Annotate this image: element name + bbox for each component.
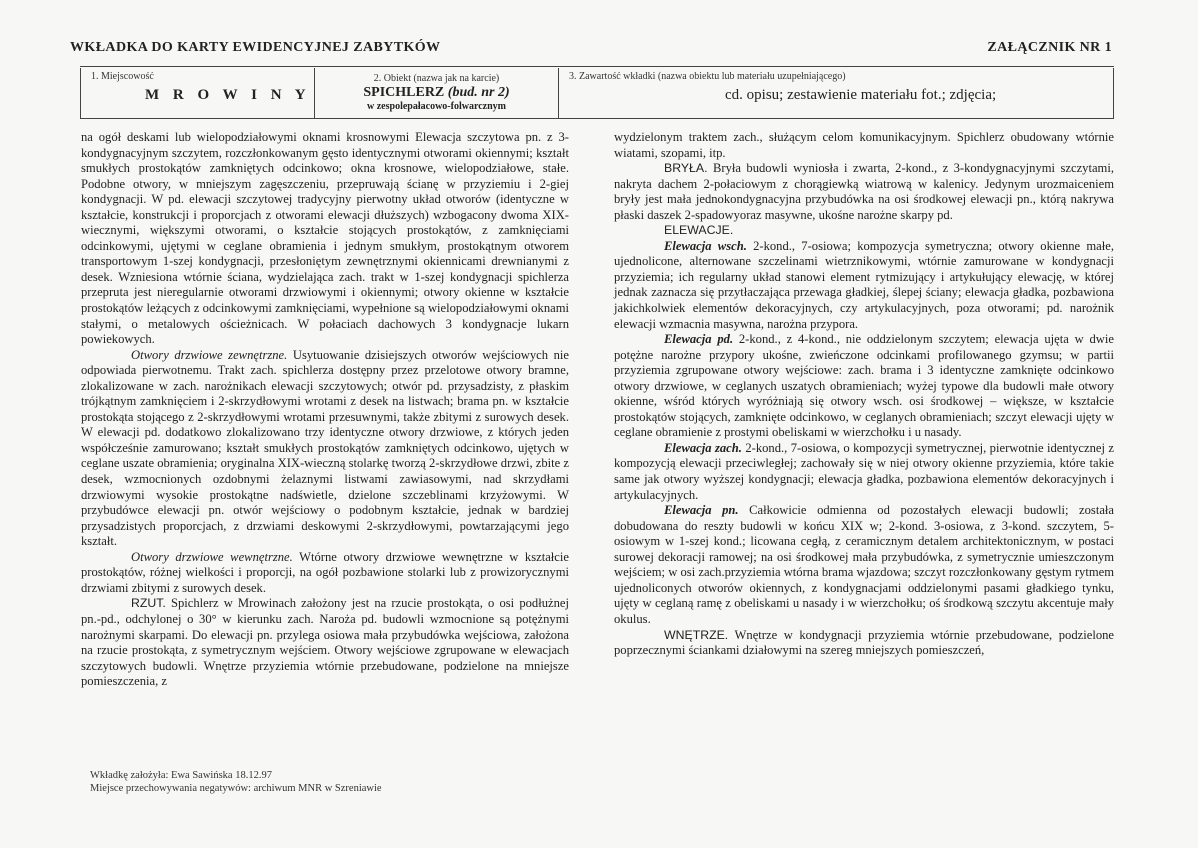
appendix-label: ZAŁĄCZNIK NR 1 <box>987 40 1112 55</box>
paragraph: BRYŁA. Bryła budowli wyniosła i zwarta, 2-kond., z 3-kondygnacyjnymi szczytami, nakryta dachem 2-połaciowym z chorągiewką wiatrową w kalenicy. Jedynym urozmaiceniem bryły jest mała jednokondygnacyjna przybudówka na osi środkowej elewacji pn., którą nakrywa płaski daszek 2-spadowyoraz masywne, ukośne narożne skarpy pd. <box>614 161 1114 222</box>
section-heading: Elewacja zach. <box>664 440 742 455</box>
paragraph: Elewacja zach. 2-kond., 7-osiowa, o kompozycji symetrycznej, pierwotnie identycznej z kompozycją elewacji przeciwległej; zachowały się w niej otwory okienne przyziemia, które takie same jak otwory wyższej kondygnacji; elewacja gładka, pozbawiona elementów dekoracyjnych i artykulacyjnych. <box>614 440 1114 502</box>
section-heading: RZUT. <box>131 596 166 611</box>
left-text-column <box>81 130 569 690</box>
top-rule <box>80 66 1114 67</box>
paragraph: Otwory drzwiowe wewnętrzne. Wtórne otwory drzwiowe wewnętrzne w kształcie prostokątów, różnej wielkości i proporcji, na ogół pozbawione stolarki lub z prowizorycznymi drzwiami zbitymi z surowych desek. <box>81 549 569 595</box>
section-heading: Otwory drzwiowe zewnętrzne. <box>131 347 288 362</box>
paragraph: wydzielonym traktem zach., służącym celom komunikacyjnym. Spichlerz obudowany wtórnie wiatami, szopami, itp. <box>614 130 1114 160</box>
contents-label: 3. Zawartość wkładki (nazwa obiektu lub materiału uzupełniającego) <box>569 71 846 82</box>
paragraph <box>614 223 1114 239</box>
paragraph: Elewacja pn. Całkowicie odmienna od pozostałych elewacji budowli; została dobudowana do reszty budowli w końcu XIX w; 2-kond. 3-osiowa, z 3-kond. szczytem, 5-osiowym w 1-szej kond.; licowana cegłą, z ceramicznym detalem architektonicznym, w postaci surowej dekoracji ramowej; na osi środkowej mała przybudówka, z symetrycznie umieszczonym wejściem; w osi zach.przyziemia wtórna brama wjazdowa; szczyt rozczłonkowany gęstym rytmem ujednoliconych otworów okiennych, z kondygnacjami oddzielonymi pasami gładkiego tynku, ujęty w ceglaną ramę z obeliskami u nasady i w wierzchołku; oś środkową szczytu akcentuje mały okulus. <box>614 503 1115 626</box>
contents-value: cd. opisu; zestawienie materiału fot.; zdjęcia; <box>725 87 997 103</box>
section-heading: BRYŁA. <box>664 161 708 176</box>
location-label: 1. Miejscowość <box>91 71 154 82</box>
section-heading: WNĘTRZE. <box>664 627 729 642</box>
contents-field <box>558 68 1114 118</box>
object-value <box>315 85 558 101</box>
document-title: WKŁADKA DO KARTY EWIDENCYJNEJ ZABYTKÓW <box>70 40 441 55</box>
paragraph: WNĘTRZE. Wnętrze w kondygnacji przyziemia wtórnie przebudowane, podzielone poprzecznymi ściankami działowymi na szereg mniejszych pomieszczeń, <box>614 627 1114 658</box>
location-field <box>80 68 314 118</box>
paragraph: Otwory drzwiowe zewnętrzne. Usytuowanie dzisiejszych otworów wejściowych nie odpowiada pierwotnemu. Trakt zach. spichlerza dostępny przez przelotowe otwory bramne, zlokalizowane w zach. narożnikach elewacji szczytowych; otwór pd. przysadzisty, z płaskim trójkątnym zamknięciem i 2-skrzydłowymi wrotami z desek na listwach; brama pn. w kształcie prostokąta stojącego z 2-skrzydłowymi wrotami przesuwnymi, także zbitymi z surowych desek. W elewacji pd. dodatkowo zlokalizowano trzy identyczne otwory drzwiowe, z których jeden współcześnie zamurowano; kształt smukłych prostokątów zamkniętych odcinkowo, ujętych w ceglane uszate obramienia; oryginalna XIX-wieczną stolarkę tworzą 2-skrzydłowe drzwi, zbite z desek, wzmocnionych ozdobnymi żelaznymi listwami zawiasowymi, nad skrzydłami drzwiowymi wysokie prostokątne nadświetle, dzielone szczeblinami krzyżowymi. W przybudówce elewacji pn. otwór wejściowy o podobnym kształcie, jednak w bardziej przysadzistych proporcjach, z drzwiami deskowymi 2-skrzydłowymi, powtarzającymi jego kształt. <box>81 347 569 549</box>
location-value: M R O W I N Y <box>145 87 311 103</box>
paragraph: Elewacja wsch. 2-kond., 7-osiowa; kompozycja symetryczna; otwory okienne małe, ujednolicone, alternowane szczelinami wietrznikowymi, wtórnie zamurowane w kondygnacji przyziemia; ich regularny układ stanowi element rytmizujący i artykułujący elewację, w której jednak zaznacza się przytłaczająca przewaga gładkiej, ślepej ściany; elewacja gładka, pozbawiona jakichkolwiek elementów dekoracyjnych, czy artykulacyjnych, poza otworami; pd. narożnik elewacji wzmacnia masywna, narożna przypora. <box>614 238 1114 331</box>
right-text-column <box>614 130 1114 659</box>
object-number: (bud. nr 2) <box>447 85 510 100</box>
author-note: Wkładkę założyła: Ewa Sawińska 18.12.97 <box>90 770 272 781</box>
section-heading: Elewacja wsch. <box>664 238 747 253</box>
paragraph: na ogół deskami lub wielopodziałowymi oknami krosnowymi Elewacja szczytowa pn. z 3-kondygnacyjnym szczytem, rozczłonkowanym gęsto identycznymi otworami okiennymi; kształt smukłych prostokątów zamkniętych odcinkowo; okna krosnowe, wielopodziałowe, stałe. Podobne otwory, w mniejszym zagęszczeniu, przepruwają ścianę w przyziemiu i 2-giej kondygnacji. W pd. elewacji szczytowej tradycyjny pierwotny układ otworów (identyczne w kształcie, konstrukcji i proporcjach z otworami elewacji dłuższych) wzbogacony dwoma XIX-wiecznymi, większymi otworami, o kształcie stojących prostokątów, z zamknięciami odcinkowymi, ujętymi w ceglane obramienia i jednym smukłym, prostokątnym otworem transportowym 1-szej kondygnacji, przesłoniętym zewnętrznymi okiennicami drewnianymi z desek. Wzniesiona wtórnie ściana, wydzielająca zach. trakt w 1-szej kondygnacji spichlerza przepruta jest nieregularnie otworami drzwiowymi i okiennymi; otwory okienne w kształcie prostokątów leżących z odcinkowymi zamknięciami, wypełnione są wielopodziałowymi oknami stałymi, o metalowych ościeżnicach. W połaciach dachowych 3 kondygnacje lukarn powiekowych. <box>81 130 569 347</box>
section-heading: Otwory drzwiowe wewnętrzne. <box>131 549 293 564</box>
paragraph: RZUT. Spichlerz w Mrowinach założony jest na rzucie prostokąta, o osi podłużnej pn.-pd., odchylonej o 30° w kierunku zach. Naroża pd. budowli wzmocnione są potężnymi narożnymi skarpami. Do elewacji pn. przylega osiowa mała przybudówka wejściowa, założona na rzucie prostokąta, z symetrycznym wejściem. Otwory wejściowe zgrupowane w elewacjach szczytowych budowli. Wnętrze przyziemia wtórnie przebudowane, podzielone na mniejsze pomieszczenia, z <box>81 596 569 689</box>
object-field <box>314 68 558 118</box>
bottom-rule <box>80 118 1114 119</box>
storage-note: Miejsce przechowywania negatywów: archiwum MNR w Szreniawie <box>90 783 382 794</box>
section-heading: ELEWACJE. <box>664 223 734 238</box>
paragraph: Elewacja pd. 2-kond., z 4-kond., nie oddzielonym szczytem; elewacja ujęta w dwie potężne narożne przypory ukośne, zwieńczone odcinkami profilowanego gzymsu; w partii przyziemia zgrupowane otwory wejściowe: zach. brama i 3 identyczne zamknięte odcinkowo otwory drzwiowe, w ceglanych uszatych obramieniach; wyżej typowe dla budowli małe otwory okienne, wśród których wyróżniają się otwory wsch. osi środkowej – większe, w kształcie prostokątów stojących, zamknięte odcinkowo, w ceglanych obramieniach; szczyt elewacji ujęty w ceglane obramienie z prostymi obeliskami w wierzchołku i u nasady. <box>614 332 1114 440</box>
object-name: SPICHLERZ <box>363 85 448 100</box>
section-heading: Elewacja pn. <box>664 503 739 518</box>
object-label: 2. Obiekt (nazwa jak na karcie) <box>373 73 500 84</box>
object-subtitle: w zespolepałacowo-folwarcznym <box>367 101 506 112</box>
section-heading: Elewacja pd. <box>664 332 734 347</box>
footer-notes <box>90 769 382 795</box>
